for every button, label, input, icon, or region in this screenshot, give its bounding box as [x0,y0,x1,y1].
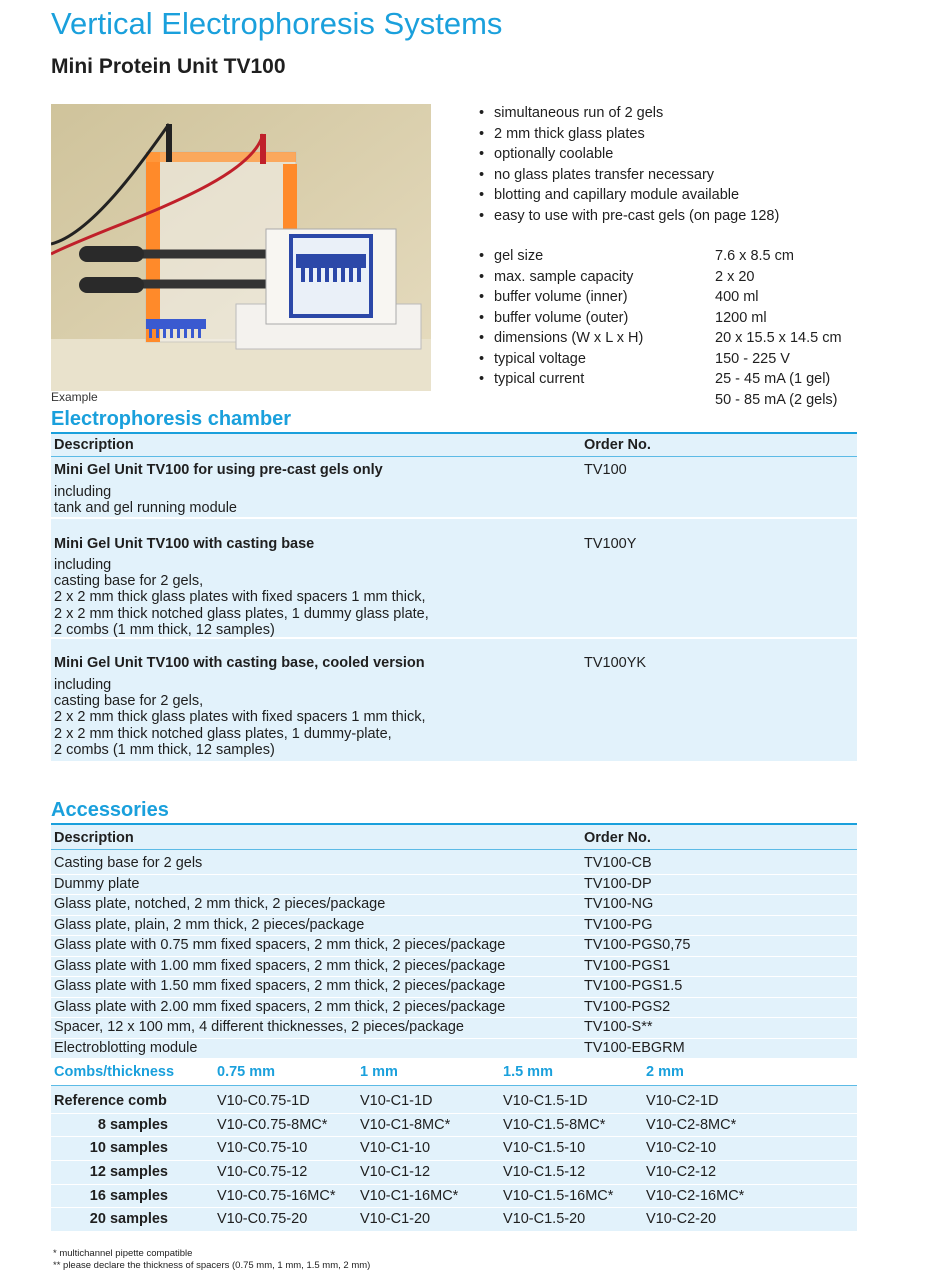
page-title: Vertical Electrophoresis Systems [51,6,503,41]
accessory-order-no: TV100-PGS1.5 [584,978,683,994]
product-row [51,457,857,519]
column-header-order-no: Order No. [584,437,651,453]
spec-row [478,328,874,349]
spec-value: 150 - 225 V [715,350,790,367]
comb-type: 8 samples [97,1116,168,1133]
product-photo [51,104,431,391]
comb-row [51,1208,857,1231]
accessory-description: Glass plate with 1.50 mm fixed spacers, 2 mm thick, 2 pieces/package [54,978,506,994]
table-row [51,895,857,916]
accessory-order-no: TV100-NG [584,896,654,912]
comb-order-no: V10-C1.5-1D [503,1093,588,1109]
accessory-order-no: TV100-CB [584,855,652,871]
comb-order-no: V10-C1.5-10 [503,1140,586,1157]
spec-row [478,349,874,370]
accessory-description: Glass plate with 0.75 mm fixed spacers, 2 mm thick, 2 pieces/package [54,937,506,953]
feature-item: • 2 mm thick glass plates [478,124,779,145]
combs-header-thickness: 0.75 mm [217,1064,276,1080]
comb-order-no: V10-C2-1D [646,1093,719,1109]
table-row [51,998,857,1019]
comb-order-no: V10-C1-20 [360,1211,431,1228]
product-order-no: TV100 [584,462,627,478]
comb-order-no: V10-C0.75-10 [217,1140,308,1157]
footnotes [53,1248,370,1271]
combs-header [51,1059,857,1086]
spec-label: • buffer volume (inner) [494,289,628,305]
comb-order-no: V10-C2-20 [646,1211,717,1228]
accessory-order-no: TV100-DP [584,875,652,892]
spec-row [478,308,874,329]
spec-label: • buffer volume (outer) [494,309,629,326]
accessory-description: Glass plate with 1.00 mm fixed spacers, 2 mm thick, 2 pieces/package [54,957,506,974]
feature-item: • easy to use with pre-cast gels (on page 128) [478,206,779,227]
column-header-description: Description [54,830,134,846]
accessory-order-no: TV100-S** [584,1019,653,1035]
spec-label: • dimensions (W x L x H) [494,330,644,346]
comb-order-no: V10-C1-16MC* [360,1187,459,1204]
comb-order-no: V10-C1.5-12 [503,1164,586,1181]
comb-type: 20 samples [89,1211,168,1228]
comb-order-no: V10-C2-8MC* [646,1116,737,1133]
table-row [51,916,857,937]
spec-value: 400 ml [715,289,759,305]
comb-order-no: V10-C0.75-20 [217,1211,308,1228]
accessory-order-no: TV100-PGS0,75 [584,937,691,953]
spec-row [478,267,874,288]
comb-order-no: V10-C2-10 [646,1140,717,1157]
comb-order-no: V10-C1.5-16MC* [503,1187,614,1204]
table-row [51,1018,857,1039]
accessory-description: Glass plate, plain, 2 mm thick, 2 pieces/package [54,916,365,933]
combs-header-label: Combs/thickness [54,1064,175,1080]
feature-item: • optionally coolable [478,144,779,165]
accessory-order-no: TV100-PGS2 [584,998,671,1015]
combs-header-thickness: 2 mm [646,1064,684,1080]
accessory-order-no: TV100-EBGRM [584,1039,685,1056]
feature-item: • simultaneous run of 2 gels [478,103,779,124]
spec-row [478,246,874,267]
spec-label: • gel size [494,248,544,264]
accessories-table [51,823,857,1231]
table-row [51,1039,857,1060]
comb-order-no: V10-C0.75-16MC* [217,1187,336,1204]
comb-row [51,1185,857,1209]
spec-value: 25 - 45 mA (1 gel) [715,371,831,387]
spec-value: 7.6 x 8.5 cm [715,248,794,264]
feature-item: • blotting and capillary module available [478,185,779,206]
comb-order-no: V10-C2-12 [646,1164,717,1181]
spec-value: 50 - 85 mA (2 gels) [715,391,838,408]
spec-list [478,246,874,410]
accessory-order-no: TV100-PGS1 [584,957,671,974]
spec-value: 1200 ml [715,309,767,326]
product-order-no: TV100Y [584,536,637,552]
spec-label: • typical voltage [494,350,586,367]
comb-order-no: V10-C1.5-20 [503,1211,586,1228]
spec-value: 2 x 20 [715,268,755,285]
spec-label: • max. sample capacity [494,268,634,285]
table-header [51,825,857,850]
photo-caption: Example [51,390,98,404]
table-row [51,936,857,957]
accessory-description: Spacer, 12 x 100 mm, 4 different thicknesses, 2 pieces/package [54,1019,464,1035]
spec-row [478,287,874,308]
comb-order-no: V10-C2-16MC* [646,1187,745,1204]
comb-order-no: V10-C0.75-8MC* [217,1116,328,1133]
product-name: Mini Gel Unit TV100 with casting base, cooled version [54,655,425,671]
product-row [51,519,857,639]
spec-label: • typical current [494,371,585,387]
comb-order-no: V10-C1.5-8MC* [503,1116,606,1133]
spec-row [478,390,874,411]
combs-header-thickness: 1 mm [360,1064,398,1080]
column-header-order-no: Order No. [584,830,651,846]
combs-header-thickness: 1.5 mm [503,1064,553,1080]
accessory-description: Casting base for 2 gels [54,855,203,871]
comb-row [51,1090,857,1114]
feature-item: • no glass plates transfer necessary [478,165,779,186]
comb-order-no: V10-C1-10 [360,1140,431,1157]
chamber-heading: Electrophoresis chamber [51,408,292,430]
table-row [51,957,857,978]
table-row [51,854,857,875]
comb-row [51,1161,857,1185]
table-row [51,875,857,896]
spec-value: 20 x 15.5 x 14.5 cm [715,330,842,346]
comb-type: 10 samples [89,1140,168,1157]
product-photo-illustration [51,104,431,391]
feature-list [478,103,779,226]
comb-row [51,1114,857,1138]
comb-type: 12 samples [89,1164,168,1181]
comb-order-no: V10-C0.75-1D [217,1093,310,1109]
comb-order-no: V10-C1-12 [360,1164,431,1181]
footnote: * multichannel pipette compatible [53,1248,193,1259]
footnote: ** please declare the thickness of spacers (0.75 mm, 1 mm, 1.5 mm, 2 mm) [53,1259,371,1271]
comb-order-no: V10-C0.75-12 [217,1164,308,1181]
table-row [51,977,857,998]
comb-order-no: V10-C1-1D [360,1093,433,1109]
product-order-no: TV100YK [584,655,647,671]
spec-row [478,369,874,390]
page-subtitle: Mini Protein Unit TV100 [51,55,286,78]
accessory-order-no: TV100-PG [584,916,653,933]
product-description: including casting base for 2 gels, 2 x 2 mm thick glass plates with fixed spacers 1 mm thick, 2 x 2 mm thick notched glass plates, 1 dummy-plate, 2 combs (1 mm thick, 12 samples) [54,677,426,758]
product-description: including tank and gel running module [54,484,237,517]
comb-row [51,1137,857,1161]
product-name: Mini Gel Unit TV100 for using pre-cast gels only [54,462,383,478]
product-description: including casting base for 2 gels, 2 x 2 mm thick glass plates with fixed spacers 1 mm thick, 2 x 2 mm thick notched glass plates, 1 dummy glass plate, 2 combs (1 mm thick, 12 samples) [54,557,429,638]
accessory-description: Glass plate, notched, 2 mm thick, 2 pieces/package [54,896,386,912]
accessory-description: Glass plate with 2.00 mm fixed spacers, 2 mm thick, 2 pieces/package [54,998,506,1015]
comb-order-no: V10-C1-8MC* [360,1116,451,1133]
product-name: Mini Gel Unit TV100 with casting base [54,536,315,552]
accessory-description: Dummy plate [54,875,140,892]
accessories-heading: Accessories [51,799,169,821]
product-row [51,639,857,761]
accessory-description: Electroblotting module [54,1039,198,1056]
chamber-table [51,432,857,761]
column-header-description: Description [54,437,134,453]
table-header [51,434,857,457]
comb-type: Reference comb [54,1093,167,1109]
comb-type: 16 samples [89,1187,168,1204]
